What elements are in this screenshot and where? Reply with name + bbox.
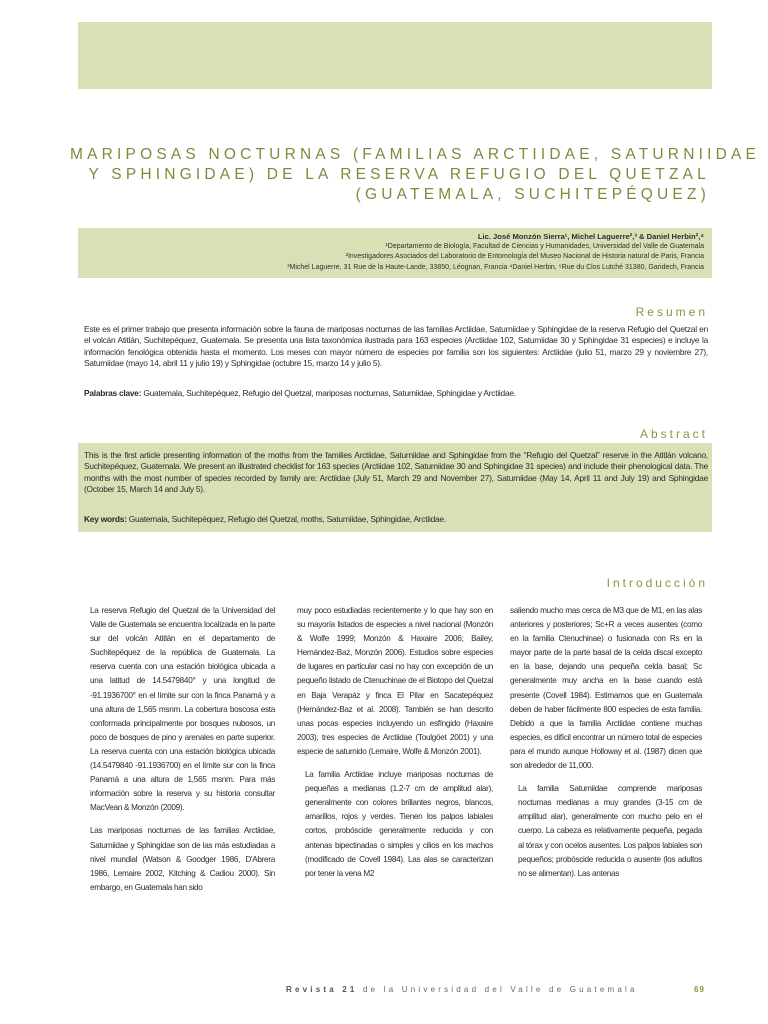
column-1 xyxy=(82,604,275,904)
author-names: Lic. José Monzón Sierra¹, Michel Laguerre²,³ & Daniel Herbin²,⁴ xyxy=(477,232,704,241)
page-number: 69 xyxy=(694,985,705,994)
abstract-keywords-label: Key words: xyxy=(84,514,127,524)
col1-paragraph-1: La reserva Refugio del Quetzal de la Universidad del Valle de Guatemala se encuentra localizada en la parte sur del volcán Atitlán en el departamento de Suchitepéquez de la república de Guatemala. La reserva cuenta con una estación biológica ubicada a una latitud de 14.5479840° y una longitud de -91.1936700° en el límite sur con la finca Panamá y a una altura de 1,565 msnm. La cobertura boscosa esta conformada principalmente por bosques nubosos, un poco de bosques de pino y arenales en parte superior. La reserva cuenta con una estación biológica ubicada (14.5479840 -91.1936700) en el límite sur con la finca Panamá a una altura de 1,565 msnm. Para más información sobre la reserva y su historia consultar MacVean & Monzón (2009). xyxy=(90,606,275,813)
affiliation-1: ¹Departamento de Biología, Facultad de Ciencias y Humanidades, Universidad del Valle de Guatemala xyxy=(385,243,704,251)
abstract-keywords xyxy=(84,514,708,525)
col2-paragraph-2: La familia Arctiidae incluye mariposas nocturnas de pequeñas a medianas (1.2-7 cm de amplitud alar), generalmente con colores brillantes negros, blancos, amarillos, rojos y verdes. Tienen los palpos labiales cortos, probóscide generalmente reducida y con antenas bipectinadas o simples y cilios en los machos (modificado de Covell 1984). Las alas se caracterizan por tener la vena M2 xyxy=(305,770,493,878)
journal-institution: de la Universidad del Valle de Guatemala xyxy=(357,985,638,994)
resumen-text xyxy=(84,324,708,370)
resumen-keywords xyxy=(84,388,708,399)
top-color-band xyxy=(78,22,712,89)
column-2 xyxy=(297,604,493,890)
affiliation-2: ²Investigadores Asociados del Laboratorio de Entomología del Museo Nacional de Historia natural de Paris, Francia xyxy=(345,253,704,261)
abstract-keywords-text: Guatemala, Suchitepéquez, Refugio del Quetzal, moths, Saturniidae, Sphingidae, Arctiidae. xyxy=(126,514,446,524)
col3-paragraph-2: La familia Saturniidae comprende mariposas nocturnas medianas a muy grandes (3-15 cm de amplitud alar), generalmente con mucho pelo en el cuerpo. La cabeza es relativamente pequeña, pegada al tórax y con ocelos ausentes. Los palpos labiales son pequeños; probóscide reducida o ausente (los adultos no se alimentan). Las antenas xyxy=(518,784,702,878)
authors-block xyxy=(78,228,712,278)
abstract-heading: Abstract xyxy=(639,427,708,441)
resumen-keywords-label: Palabras clave: xyxy=(84,388,142,398)
title-line-2: Y SPHINGIDAE) DE LA RESERVA REFUGIO DEL QUETZAL xyxy=(88,166,710,183)
resumen-heading: Resumen xyxy=(635,305,708,319)
resumen-paragraph: Este es el primer trabajo que presenta información sobre la fauna de mariposas nocturnas de las familias Arctiidae, Saturniidae y Sphingidae de la reserva Refugio del Quetzal en el volcán Atitlán, Suchitepéquez, Guatemala. Se presenta una lista taxonómica ilustrada para 163 especies (Arctiidae 102, Saturniidae 30 y Sphingidae 31 especies) e incluye la información fenológica obtenida hasta el momento. Los meses con mayor número de especies por familia son los siguientes: Arctiidae (julio 51, marzo 29 y noviembre 27), Saturniidae (mayo 14, abril 11 y julio 19) y Sphingidae (octubre 15, marzo 14 y julio 5). xyxy=(84,324,708,369)
affiliation-3: ³Michel Laguerre, 31 Rue de la Haute-Lande, 33850, Léognan, Francia ⁴Daniel Herbin, ⁵Rue du Clos Lutché 31380, Garidech, Francia xyxy=(287,263,704,271)
resumen-keywords-text: Guatemala, Suchitepéquez, Refugio del Quetzal, mariposas nocturnas, Saturniidae, Sphingidae y Arctiidae. xyxy=(141,388,516,398)
journal-issue: Revista 21 xyxy=(286,985,358,994)
title-line-3: (GUATEMALA, SUCHITEPÉQUEZ) xyxy=(355,186,710,203)
abstract-text xyxy=(84,450,708,496)
article-title xyxy=(70,145,761,205)
col3-paragraph-1: saliendo mucho mas cerca de M3 que de M1, en las alas anteriores y posteriores; Sc+R a veces ausentes (como en la familia Ctenuchinae) o fusionada con Rs en la mayor parte de la parte basal de la celda discal excepto en la base, dejando una pequeña celda basal; Sc generalmente muy ancha en la base cuando está presente (Covell 1984). Estimamos que en Guatemala deben de haber fácilmente 800 especies de esta familia. Debido a que la familia Arctiidae contiene muchas especies, es difícil encontrar un número total de especies para el mundo aunque Holloway et al. (1987) dicen que son alrededor de 11,000. xyxy=(510,606,702,771)
column-3 xyxy=(510,604,702,890)
col2-paragraph-1: muy poco estudiadas recientemente y lo que hay son en su mayoría listados de especies a nivel nacional (Monzón & Wolfe 1999; Monzón & Haxaire 2006; Bailey, Hernández-Baz, Monzón 2006). Estudios sobre especies de lugares en particular casi no hay con excepción de un pequeño listado de Ctenuchinae de el Biotopo del Quetzal en Baja Verapáz y finca El Pilar en Sacatepéquez (Hernández-Baz et al. 2008). También se han descrito unas pocas especies incluyendo un esfíngido (Haxaire 2003), tres especies de Arctiidae (Toulgöet 2001) y una especie de saturnido (Lemaire, Wolfe & Monzón 2001). xyxy=(297,606,493,756)
introduccion-heading: Introducción xyxy=(606,576,708,590)
col1-paragraph-2: Las mariposas nocturnas de las familias Arctiidae, Saturniidae y Sphingidae son de las más estudiadas a nivel mundial (Watson & Goodger 1986, D'Abrera 1986, Lemaire 2002, Kitching & Cadiou 2000). Sin embargo, en Guatemala han sido xyxy=(90,826,275,892)
journal-name xyxy=(286,985,638,994)
abstract-paragraph: This is the first article presenting information of the moths from the families Arctiidae, Saturniidae and Sphingidae from the “Refugio del Quetzal” reserve in the Atitlán volcano, Suchitepéquez, Guatemala. We present an illustrated checklist for 163 species (Arctiidae 102, Saturniidae 30 and Sphingidae 31 species) and include their phenological data. The months with the most number of species recorded by family are: Arctiidae (July 51, March 29 and November 27), Saturniidae (May 14, April 11 and July 19) and Sphingidae (October 15, March 14 and July 5). xyxy=(84,450,708,495)
title-line-1: MARIPOSAS NOCTURNAS (FAMILIAS ARCTIIDAE, SATURNIIDAE xyxy=(70,146,761,163)
